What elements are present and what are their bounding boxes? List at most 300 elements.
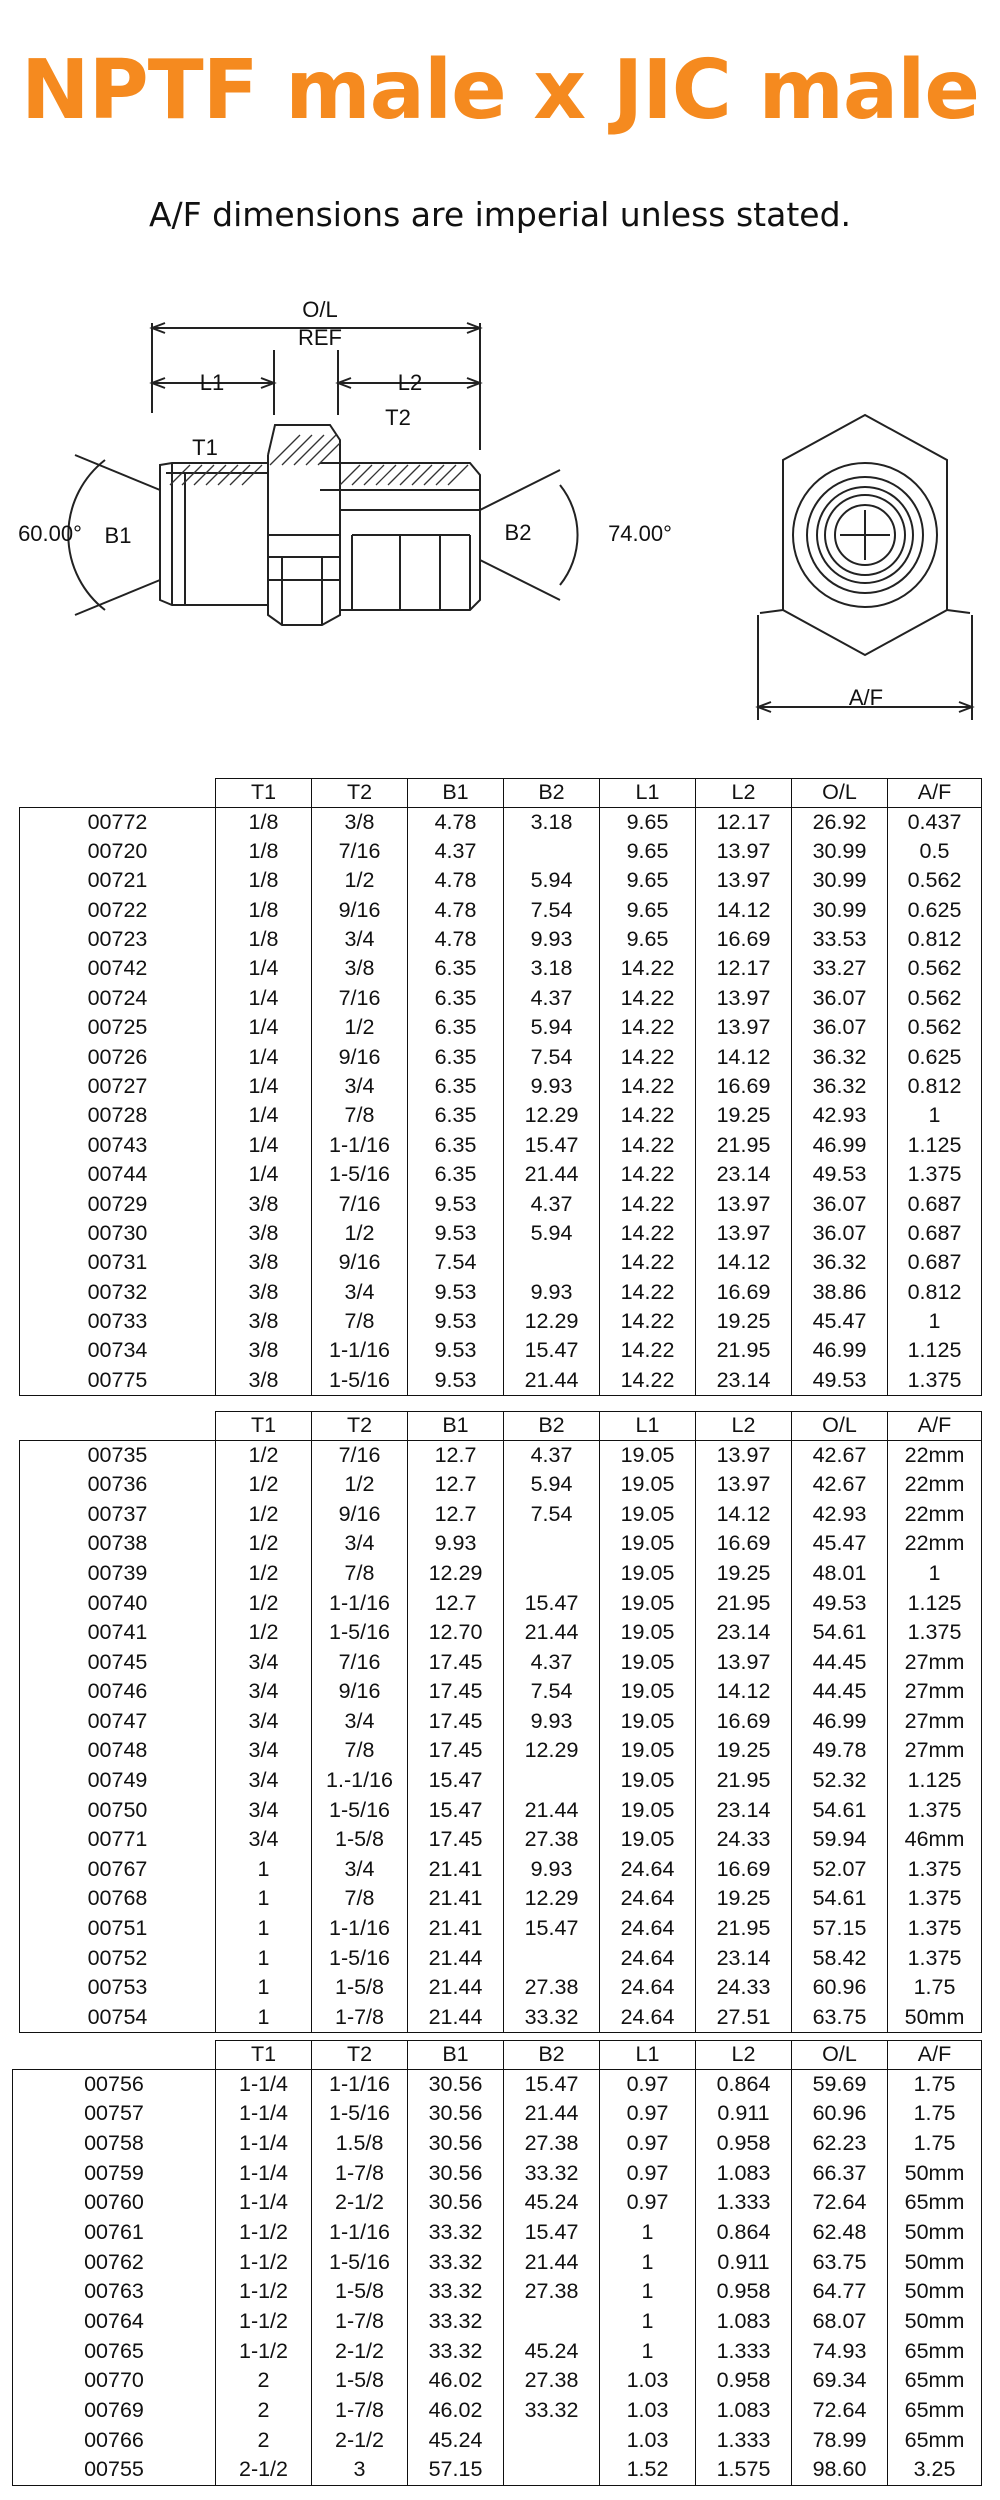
table-cell: 1.375 [888, 1160, 982, 1189]
table-cell: 3/4 [312, 1072, 408, 1101]
part-number-cell: 00762 [13, 2248, 216, 2278]
table-row [13, 2159, 982, 2189]
table-cell: 46.02 [408, 2366, 504, 2396]
table-cell: 1.375 [888, 1618, 982, 1648]
table-cell: 14.12 [696, 896, 792, 925]
table-cell: 15.47 [408, 1766, 504, 1796]
table-cell: 0.864 [696, 2218, 792, 2248]
table-row [20, 1366, 982, 1395]
table-cell: 16.69 [696, 1855, 792, 1885]
part-number-cell: 00767 [20, 1855, 216, 1885]
table-cell: 72.64 [792, 2188, 888, 2218]
part-number-cell: 00724 [20, 984, 216, 1013]
table-cell: 36.32 [792, 1072, 888, 1101]
column-header: L1 [600, 1412, 696, 1441]
table-cell: 24.33 [696, 1825, 792, 1855]
part-number-cell: 00739 [20, 1559, 216, 1589]
table-cell: 64.77 [792, 2277, 888, 2307]
table-cell: 9.93 [504, 1072, 600, 1101]
table-cell: 14.22 [600, 1101, 696, 1130]
table-cell: 14.22 [600, 1072, 696, 1101]
table-cell: 6.35 [408, 1043, 504, 1072]
column-header: B2 [504, 779, 600, 808]
table-cell: 19.05 [600, 1825, 696, 1855]
table-cell: 1-1/4 [216, 2099, 312, 2129]
table-cell [504, 1559, 600, 1589]
table-cell: 3/4 [216, 1677, 312, 1707]
table-cell: 21.44 [408, 2003, 504, 2033]
table-cell: 14.12 [696, 1500, 792, 1530]
angle-60-label: 60.00° [18, 521, 82, 546]
table-cell: 60.96 [792, 2099, 888, 2129]
table-cell: 33.32 [504, 2003, 600, 2033]
table-cell: 24.64 [600, 1973, 696, 2003]
table-cell: 27.51 [696, 2003, 792, 2033]
table-cell: 54.61 [792, 1618, 888, 1648]
table-cell: 2-1/2 [312, 2337, 408, 2367]
table-cell: 9.65 [600, 925, 696, 954]
table-row [20, 1884, 982, 1914]
table-cell: 0.687 [888, 1219, 982, 1248]
table-cell: 1-1/16 [312, 1131, 408, 1160]
table-cell: 1-5/8 [312, 1973, 408, 2003]
table-cell: 1.5/8 [312, 2129, 408, 2159]
table-cell: 5.94 [504, 1219, 600, 1248]
table-cell: 19.05 [600, 1796, 696, 1826]
table-cell: 21.44 [504, 1796, 600, 1826]
column-header: T1 [216, 779, 312, 808]
table-cell: 13.97 [696, 1648, 792, 1678]
table-header-corner [13, 2041, 216, 2070]
table-cell [504, 1944, 600, 1974]
table-cell: 1-5/8 [312, 2366, 408, 2396]
table-cell: 50mm [888, 2218, 982, 2248]
column-header: O/L [792, 2041, 888, 2070]
table-cell: 7/16 [312, 1648, 408, 1678]
table-cell: 9/16 [312, 896, 408, 925]
table-row [13, 2248, 982, 2278]
table-cell: 49.53 [792, 1588, 888, 1618]
table-cell: 0.625 [888, 1043, 982, 1072]
table-cell: 17.45 [408, 1736, 504, 1766]
table-cell: 65mm [888, 2188, 982, 2218]
table-cell: 13.97 [696, 1470, 792, 1500]
table-cell: 3/8 [216, 1366, 312, 1395]
table-header-row [20, 1412, 982, 1441]
table-cell: 14.22 [600, 1219, 696, 1248]
table-row [20, 1707, 982, 1737]
table-cell: 1-1/2 [216, 2307, 312, 2337]
table-cell: 0.562 [888, 984, 982, 1013]
table-row [13, 2277, 982, 2307]
table-cell: 57.15 [408, 2455, 504, 2485]
table-cell: 1/4 [216, 1160, 312, 1189]
table-cell: 1.-1/16 [312, 1766, 408, 1796]
table-row [20, 1337, 982, 1366]
table-cell: 23.14 [696, 1366, 792, 1395]
table-cell: 1/8 [216, 866, 312, 895]
table-cell: 9/16 [312, 1500, 408, 1530]
table-cell: 60.96 [792, 1973, 888, 2003]
part-number-cell: 00737 [20, 1500, 216, 1530]
table-cell: 3/8 [312, 954, 408, 983]
part-number-cell: 00760 [13, 2188, 216, 2218]
table-cell: 42.93 [792, 1101, 888, 1130]
part-number-cell: 00742 [20, 954, 216, 983]
part-number-cell: 00721 [20, 866, 216, 895]
table-cell: 36.07 [792, 1219, 888, 1248]
part-number-cell: 00771 [20, 1825, 216, 1855]
table-cell: 14.22 [600, 1043, 696, 1072]
table-cell: 5.94 [504, 866, 600, 895]
table-cell: 1-5/16 [312, 1618, 408, 1648]
table-cell: 65mm [888, 2396, 982, 2426]
table-cell: 1/8 [216, 837, 312, 866]
table-cell: 4.37 [408, 837, 504, 866]
table-cell: 65mm [888, 2426, 982, 2456]
table-row [13, 2307, 982, 2337]
table-cell: 0.97 [600, 2070, 696, 2100]
table-cell: 16.69 [696, 925, 792, 954]
part-number-cell: 00755 [13, 2455, 216, 2485]
table-cell: 36.07 [792, 1013, 888, 1042]
table-cell: 14.22 [600, 1248, 696, 1277]
table-cell: 7.54 [504, 896, 600, 925]
table-cell: 3 [312, 2455, 408, 2485]
column-header: T2 [312, 2041, 408, 2070]
table-cell: 23.14 [696, 1160, 792, 1189]
table-cell: 19.05 [600, 1441, 696, 1471]
table-cell: 21.44 [408, 1944, 504, 1974]
table-cell: 3/4 [216, 1796, 312, 1826]
table-cell: 23.14 [696, 1618, 792, 1648]
t2-label: T2 [385, 405, 411, 430]
table-cell: 2 [216, 2366, 312, 2396]
table-cell: 21.95 [696, 1337, 792, 1366]
part-number-cell: 00772 [20, 808, 216, 837]
table-cell: 14.12 [696, 1248, 792, 1277]
table-cell: 1/4 [216, 1072, 312, 1101]
table-cell: 1.75 [888, 2099, 982, 2129]
table-cell: 27.38 [504, 2277, 600, 2307]
table-cell: 21.44 [504, 1160, 600, 1189]
table-cell: 1.375 [888, 1855, 982, 1885]
table-row [20, 984, 982, 1013]
table-cell: 62.48 [792, 2218, 888, 2248]
table-cell: 50mm [888, 2307, 982, 2337]
table-cell: 15.47 [504, 1131, 600, 1160]
page-title: NPTF male x JIC male [21, 43, 979, 138]
part-number-cell: 00731 [20, 1248, 216, 1277]
table-cell: 7.54 [408, 1248, 504, 1277]
table-cell: 7/16 [312, 837, 408, 866]
table-cell: 2-1/2 [312, 2188, 408, 2218]
part-number-cell: 00765 [13, 2337, 216, 2367]
table-cell: 1-5/16 [312, 1944, 408, 1974]
table-cell: 19.25 [696, 1101, 792, 1130]
table-cell: 1/4 [216, 1131, 312, 1160]
table-cell: 0.97 [600, 2188, 696, 2218]
table-cell: 17.45 [408, 1707, 504, 1737]
table-cell: 50mm [888, 2248, 982, 2278]
part-number-cell: 00722 [20, 896, 216, 925]
table-cell: 45.24 [504, 2188, 600, 2218]
table-cell: 9.53 [408, 1337, 504, 1366]
dimensions-table-2 [19, 1411, 982, 2033]
table-cell: 1/4 [216, 1013, 312, 1042]
table-cell: 12.29 [504, 1736, 600, 1766]
table-cell: 19.25 [696, 1307, 792, 1336]
table-cell: 17.45 [408, 1677, 504, 1707]
table-cell: 1-1/4 [216, 2188, 312, 2218]
table-cell: 12.70 [408, 1618, 504, 1648]
column-header: B2 [504, 1412, 600, 1441]
table-cell: 1.575 [696, 2455, 792, 2485]
table-cell: 1/2 [216, 1529, 312, 1559]
table-cell: 98.60 [792, 2455, 888, 2485]
table-cell: 19.25 [696, 1736, 792, 1766]
column-header: O/L [792, 779, 888, 808]
table-row [13, 2337, 982, 2367]
table-cell: 21.41 [408, 1855, 504, 1885]
table-cell: 66.37 [792, 2159, 888, 2189]
table-cell: 21.41 [408, 1914, 504, 1944]
table-cell: 48.01 [792, 1559, 888, 1589]
table-cell: 3/4 [312, 1855, 408, 1885]
table-cell: 23.14 [696, 1796, 792, 1826]
column-header: A/F [888, 779, 982, 808]
table-cell: 1/2 [216, 1618, 312, 1648]
table-cell: 12.17 [696, 808, 792, 837]
table-cell: 14.22 [600, 1160, 696, 1189]
table-cell: 1/8 [216, 808, 312, 837]
table-cell: 45.24 [408, 2426, 504, 2456]
table-cell: 22mm [888, 1529, 982, 1559]
part-number-cell: 00741 [20, 1618, 216, 1648]
table-cell: 24.33 [696, 1973, 792, 2003]
table-row [20, 837, 982, 866]
table-cell: 3.18 [504, 954, 600, 983]
table-cell: 49.53 [792, 1366, 888, 1395]
part-number-cell: 00768 [20, 1884, 216, 1914]
table-cell: 1/2 [312, 866, 408, 895]
table-cell: 4.78 [408, 925, 504, 954]
part-number-cell: 00732 [20, 1278, 216, 1307]
table-cell: 3/4 [312, 925, 408, 954]
table-cell: 1/2 [312, 1219, 408, 1248]
part-number-cell: 00743 [20, 1131, 216, 1160]
table-cell: 24.64 [600, 1914, 696, 1944]
table-cell: 16.69 [696, 1529, 792, 1559]
table-cell: 19.25 [696, 1559, 792, 1589]
table-cell: 1-5/16 [312, 2099, 408, 2129]
table-row [20, 1736, 982, 1766]
table-cell: 1.333 [696, 2426, 792, 2456]
table-cell: 1-5/16 [312, 1366, 408, 1395]
table-cell: 1-1/16 [312, 1588, 408, 1618]
column-header: L2 [696, 2041, 792, 2070]
part-number-cell: 00764 [13, 2307, 216, 2337]
table-row [20, 1973, 982, 2003]
table-cell: 9.53 [408, 1219, 504, 1248]
table-cell: 1.083 [696, 2159, 792, 2189]
table-header-corner [20, 1412, 216, 1441]
table-cell: 1.375 [888, 1366, 982, 1395]
table-cell: 1/2 [216, 1470, 312, 1500]
part-number-cell: 00727 [20, 1072, 216, 1101]
table-cell: 23.14 [696, 1944, 792, 1974]
table-cell: 12.29 [504, 1101, 600, 1130]
part-number-cell: 00744 [20, 1160, 216, 1189]
table-cell: 1.03 [600, 2366, 696, 2396]
table-row [20, 1766, 982, 1796]
table-cell: 12.29 [408, 1559, 504, 1589]
table-row [20, 1013, 982, 1042]
table-cell: 19.25 [696, 1884, 792, 1914]
table-cell: 24.64 [600, 1884, 696, 1914]
part-number-cell: 00769 [13, 2396, 216, 2426]
table-cell: 45.24 [504, 2337, 600, 2367]
table-cell: 69.34 [792, 2366, 888, 2396]
table-cell: 33.32 [408, 2218, 504, 2248]
table-cell: 45.47 [792, 1307, 888, 1336]
table-cell: 36.07 [792, 1190, 888, 1219]
table-row [20, 1101, 982, 1130]
table-row [20, 925, 982, 954]
table-cell: 7/8 [312, 1884, 408, 1914]
table-cell: 1/2 [312, 1013, 408, 1042]
table-cell: 1-1/4 [216, 2159, 312, 2189]
l1-label: L1 [199, 370, 225, 395]
part-number-cell: 00729 [20, 1190, 216, 1219]
table-cell: 4.37 [504, 984, 600, 1013]
table-cell: 19.05 [600, 1588, 696, 1618]
table-cell: 19.05 [600, 1559, 696, 1589]
table-cell: 21.41 [408, 1884, 504, 1914]
table-cell: 1-1/4 [216, 2129, 312, 2159]
table-cell: 3/4 [216, 1707, 312, 1737]
table-cell: 2-1/2 [312, 2426, 408, 2456]
table-row [20, 808, 982, 837]
table-cell: 1/2 [216, 1588, 312, 1618]
table-cell: 1-7/8 [312, 2396, 408, 2426]
column-header: L2 [696, 1412, 792, 1441]
table-cell: 49.53 [792, 1160, 888, 1189]
table-cell: 46.99 [792, 1707, 888, 1737]
table-cell: 58.42 [792, 1944, 888, 1974]
part-number-cell: 00752 [20, 1944, 216, 1974]
table-cell: 14.22 [600, 1366, 696, 1395]
table-cell: 7/8 [312, 1559, 408, 1589]
table-cell: 42.67 [792, 1470, 888, 1500]
table-row [13, 2188, 982, 2218]
table-cell: 54.61 [792, 1884, 888, 1914]
table-row [20, 1307, 982, 1336]
part-number-cell: 00753 [20, 1973, 216, 2003]
table-row [20, 1131, 982, 1160]
table-row [20, 1441, 982, 1471]
table-cell: 0.97 [600, 2159, 696, 2189]
part-number-cell: 00726 [20, 1043, 216, 1072]
table-cell: 0.911 [696, 2248, 792, 2278]
table-cell: 1 [216, 1914, 312, 1944]
table-cell: 63.75 [792, 2003, 888, 2033]
table-cell: 9.93 [504, 1707, 600, 1737]
table-cell: 15.47 [504, 1914, 600, 1944]
table-cell: 3/8 [216, 1190, 312, 1219]
table-cell: 1.083 [696, 2307, 792, 2337]
table-cell: 45.47 [792, 1529, 888, 1559]
column-header: L1 [600, 2041, 696, 2070]
table-cell: 9.93 [408, 1529, 504, 1559]
table-row [20, 1500, 982, 1530]
part-number-cell: 00748 [20, 1736, 216, 1766]
table-cell: 1-1/4 [216, 2070, 312, 2100]
table-cell: 15.47 [504, 1588, 600, 1618]
table-row [20, 954, 982, 983]
table-cell: 7.54 [504, 1677, 600, 1707]
table-cell: 68.07 [792, 2307, 888, 2337]
table-cell: 1/2 [216, 1500, 312, 1530]
table-cell: 2 [216, 2426, 312, 2456]
table-cell: 27.38 [504, 1973, 600, 2003]
part-number-cell: 00754 [20, 2003, 216, 2033]
table-cell: 3/8 [216, 1278, 312, 1307]
table-cell: 1-5/16 [312, 2248, 408, 2278]
column-header: A/F [888, 2041, 982, 2070]
table-cell: 21.44 [504, 1366, 600, 1395]
table-cell: 0.625 [888, 896, 982, 925]
table-cell: 27mm [888, 1648, 982, 1678]
table-row [13, 2426, 982, 2456]
table-cell: 1 [600, 2277, 696, 2307]
table-cell: 3/4 [216, 1648, 312, 1678]
table-cell: 7/16 [312, 1441, 408, 1471]
table-cell: 14.22 [600, 1131, 696, 1160]
table-cell: 9/16 [312, 1043, 408, 1072]
table-cell: 62.23 [792, 2129, 888, 2159]
table-cell: 19.05 [600, 1618, 696, 1648]
table-cell: 22mm [888, 1500, 982, 1530]
table-cell: 15.47 [504, 2218, 600, 2248]
column-header: B1 [408, 2041, 504, 2070]
table-cell [504, 837, 600, 866]
part-number-cell: 00723 [20, 925, 216, 954]
table-cell: 30.56 [408, 2188, 504, 2218]
table-cell: 21.95 [696, 1131, 792, 1160]
table-cell: 3.18 [504, 808, 600, 837]
part-number-cell: 00747 [20, 1707, 216, 1737]
table-cell: 21.95 [696, 1766, 792, 1796]
table-cell: 1/2 [216, 1559, 312, 1589]
table-cell: 30.99 [792, 896, 888, 925]
table-row [20, 1588, 982, 1618]
table-cell: 57.15 [792, 1914, 888, 1944]
table-cell: 0.958 [696, 2277, 792, 2307]
table-cell: 46.02 [408, 2396, 504, 2426]
table-cell: 0.97 [600, 2099, 696, 2129]
table-cell: 13.97 [696, 1190, 792, 1219]
table-cell: 36.32 [792, 1043, 888, 1072]
table-cell: 9.93 [504, 1278, 600, 1307]
table-cell: 26.92 [792, 808, 888, 837]
column-header: T2 [312, 779, 408, 808]
table-cell: 13.97 [696, 866, 792, 895]
table-cell: 1.375 [888, 1914, 982, 1944]
table-cell: 1/2 [312, 1470, 408, 1500]
table-cell: 50mm [888, 2277, 982, 2307]
table-row [20, 1648, 982, 1678]
